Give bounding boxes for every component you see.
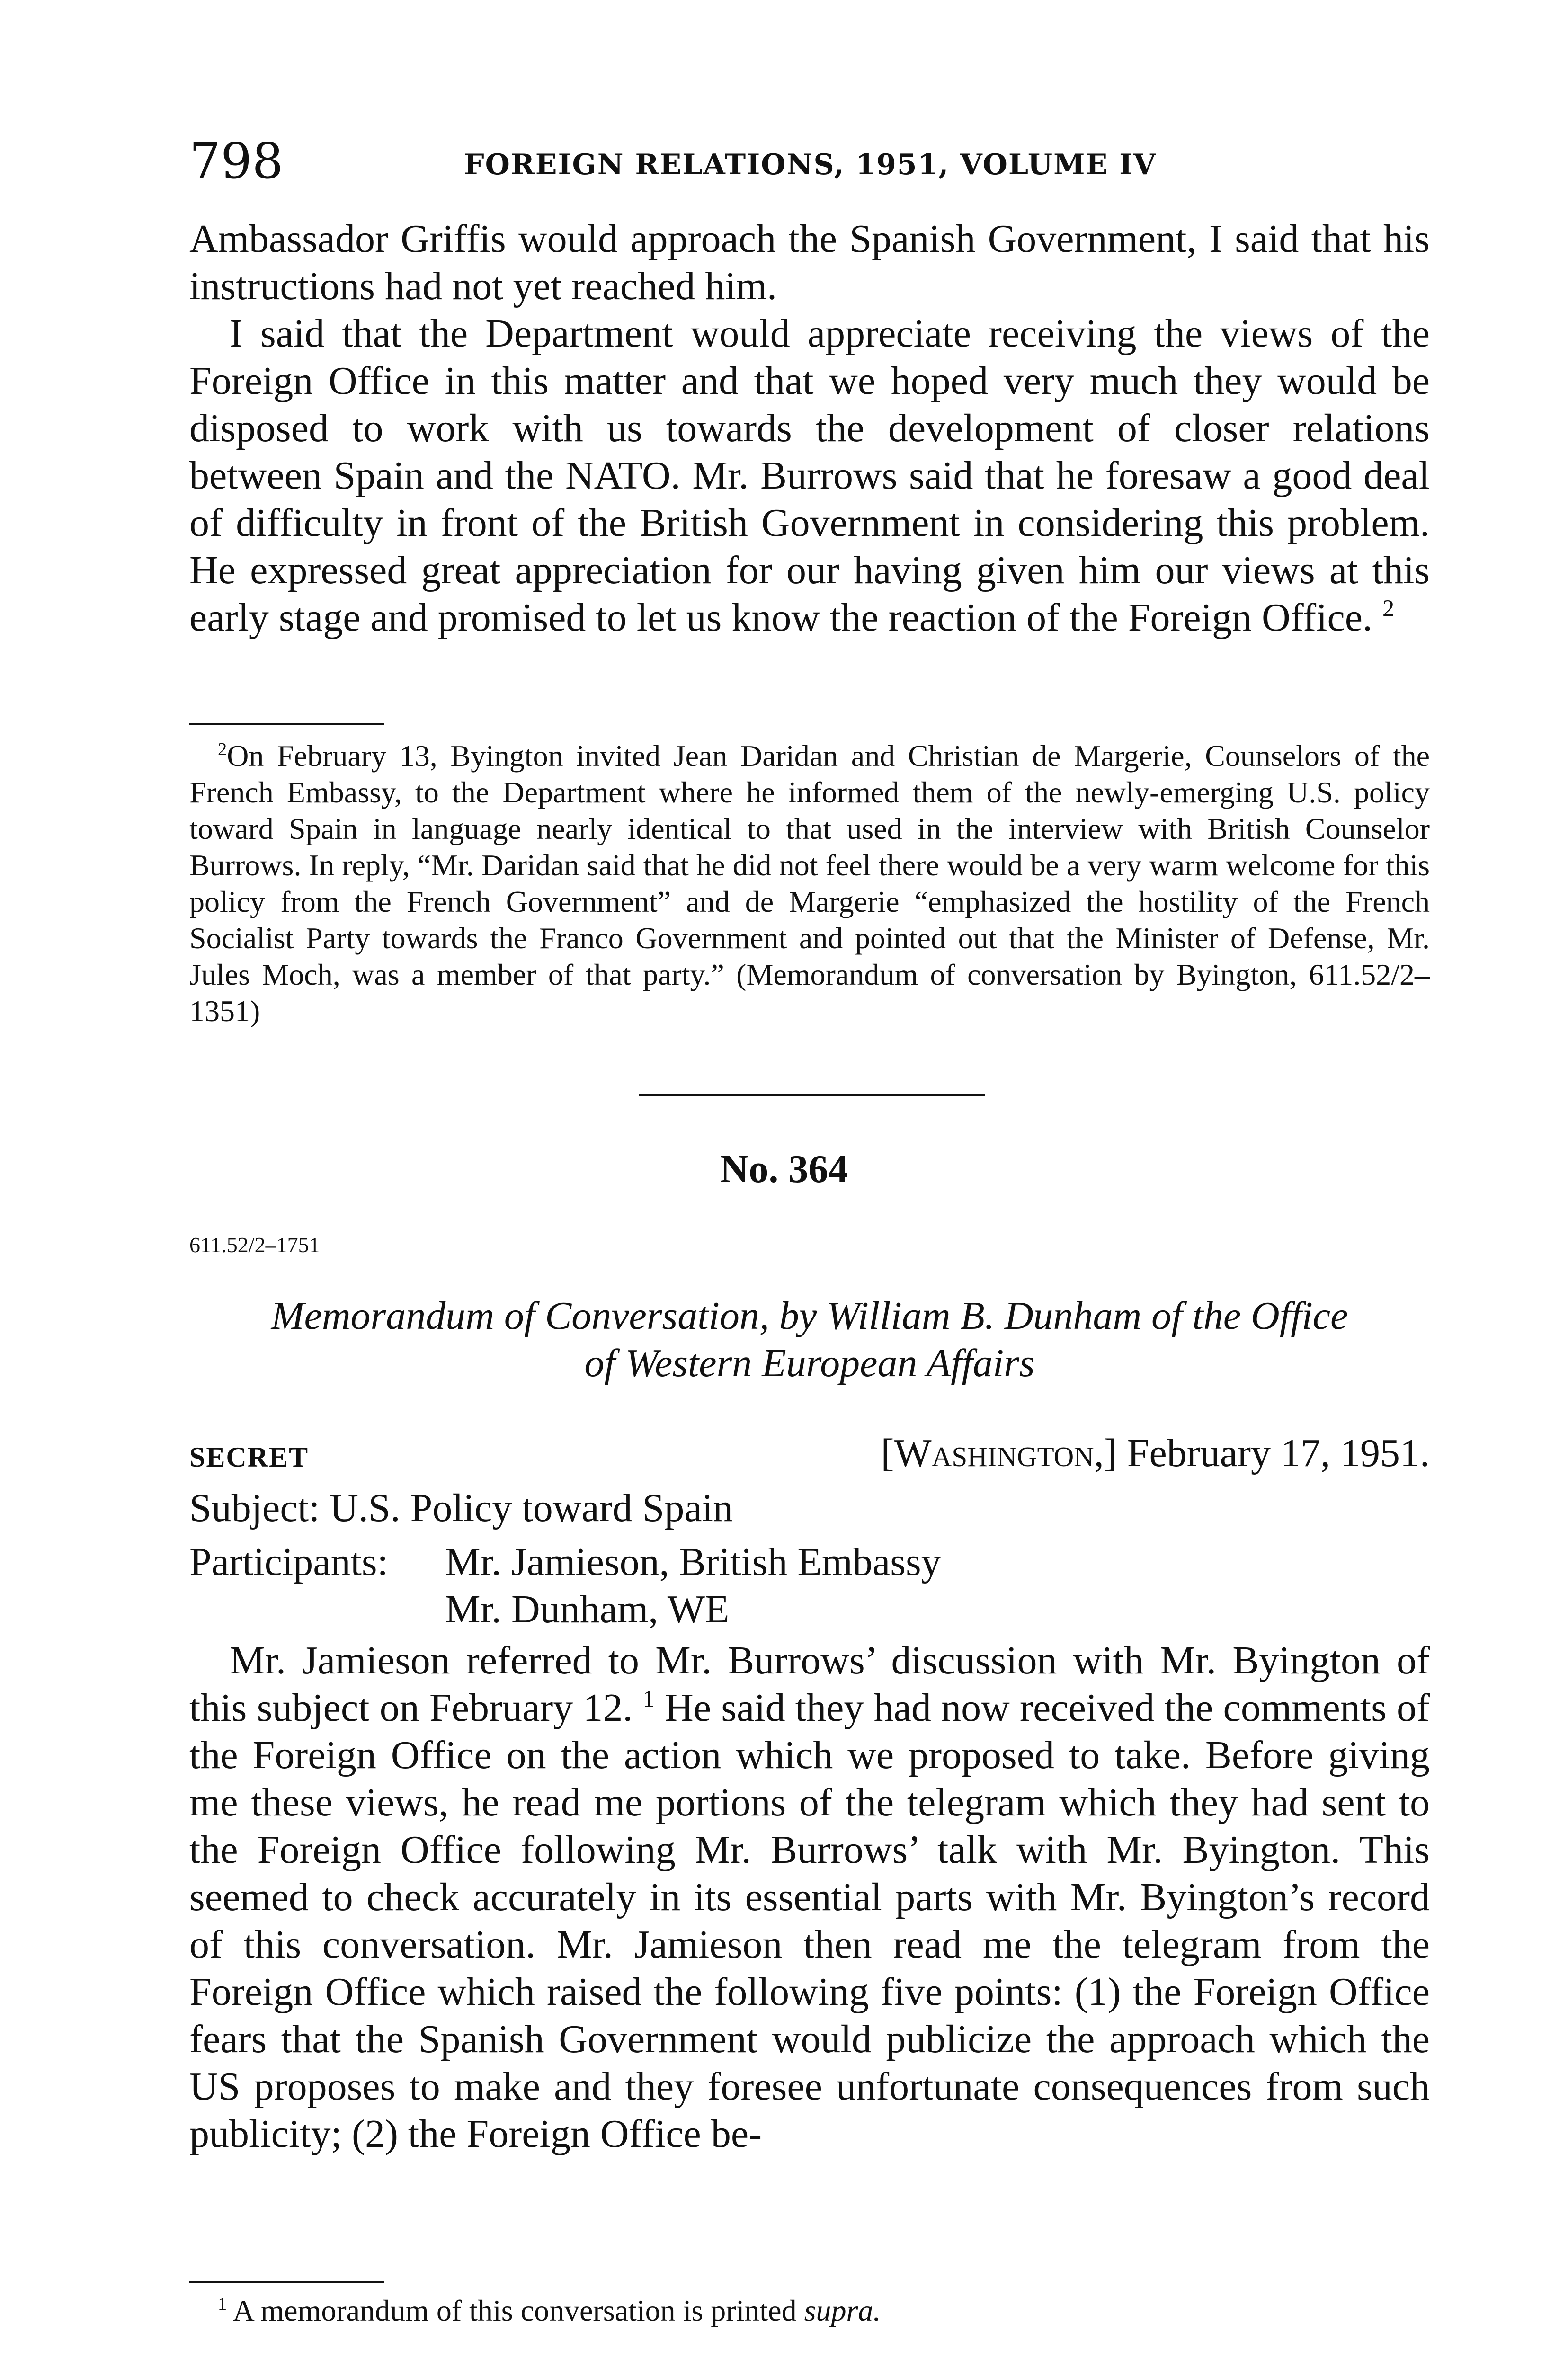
document-number: No. 364: [720, 1147, 848, 1191]
dateline-suffix: ,] February 17, 1951.: [1094, 1431, 1430, 1475]
classification-label: SECRET: [189, 1442, 309, 1473]
memorandum-body-part-1: Mr. Jamieson referred to Mr. Burrows’ discussion with Mr. Byington of this subject on February 12.: [189, 1638, 1430, 1730]
participants-label: Participants:: [189, 1540, 388, 1584]
continuation-paragraph-2: [189, 310, 1430, 641]
file-number: 611.52/2–1751: [189, 1233, 320, 1257]
footnote-2-text: On February 13, Byington invited Jean Daridan and Christian de Margerie, Counselors of the French Embassy, to the Department where he informed them of the newly-emerging U.S. policy toward Spain in language nearly identical to that used in the interview with British Counselor Burrows. In reply, “Mr. Daridan said that he did not feel there would be a very warm welcome for this policy from the French Government” and de Margerie “emphasized the hostility of the French Socialist Party towards the Franco Government and pointed out that the Minister of Defense, Mr. Jules Moch, was a member of that party.” (Memorandum of conversation by Byington, 611.52/2–1351): [189, 739, 1430, 1028]
continuation-paragraph-1: Ambassador Griffis would approach the Spanish Government, I said that his instructions had not yet reached him.: [189, 217, 1430, 308]
footnote-1-emphasis: supra.: [804, 2294, 881, 2327]
memorandum-body: [189, 1637, 1430, 2158]
footnote-ref-2: 2: [1382, 595, 1395, 622]
footnote-2-marker: 2: [218, 739, 227, 759]
subject-line: Subject: U.S. Policy toward Spain: [189, 1486, 733, 1530]
footnote-ref-1: 1: [642, 1685, 655, 1712]
running-head: FOREIGN RELATIONS, 1951, VOLUME IV: [464, 148, 1157, 181]
footnote-1-text: A memorandum of this conversation is printed: [232, 2294, 804, 2327]
participants-block: [189, 1539, 1430, 1631]
section-divider: [639, 1094, 985, 1096]
document-title-line-2: of Western European Affairs: [584, 1341, 1035, 1385]
classification-row: [189, 1430, 1430, 1477]
dateline-place: Washington: [894, 1431, 1094, 1475]
footnote-divider: [189, 723, 384, 725]
footnote-divider-2: [189, 2281, 384, 2283]
participant-2: Mr. Dunham, WE: [445, 1587, 730, 1631]
document-title: [189, 1292, 1430, 1387]
continuation-text: [189, 215, 1430, 641]
footnote-2: [189, 738, 1430, 1029]
participant-1: Mr. Jamieson, British Embassy: [445, 1540, 941, 1584]
document-title-line-1: Memorandum of Conversation, by William B. Dunham of the Office: [271, 1294, 1348, 1338]
memorandum-body-part-2: He said they had now received the comments of the Foreign Office on the action which we proposed to take. Before giving me these views, he read me portions of the telegram which they had sent to the Foreign Office following Mr. Burrows’ talk with Mr. Byington. This seemed to check accurately in its essential parts with Mr. Byington’s record of this conversation. Mr. Jamieson then read me the telegram from the Foreign Office which raised the following five points: (1) the Foreign Office fears that the Spanish Government would publicize the approach which the US proposes to make and they foresee unfortunate consequences from such publicity; (2) the Foreign Office be-: [189, 1686, 1430, 2156]
dateline-prefix: [: [881, 1431, 894, 1475]
footnote-1-marker: 1: [218, 2294, 227, 2314]
continuation-paragraph-2-text: I said that the Department would appreciate receiving the views of the Foreign Office in this matter and that we hoped very much they would be disposed to work with us towards the development of closer relations between Spain and the NATO. Mr. Burrows said that he foresaw a good deal of difficulty in front of the British Government in considering this problem. He expressed great appreciation for our having given him our views at this early stage and promised to let us know the reaction of the Foreign Office.: [189, 311, 1430, 640]
page-header: [189, 128, 1430, 194]
memorandum-paragraph-1: [189, 1637, 1430, 2158]
footnote-1: [189, 2292, 1430, 2329]
page-number: 798: [189, 132, 284, 190]
dateline: [881, 1430, 1430, 1477]
